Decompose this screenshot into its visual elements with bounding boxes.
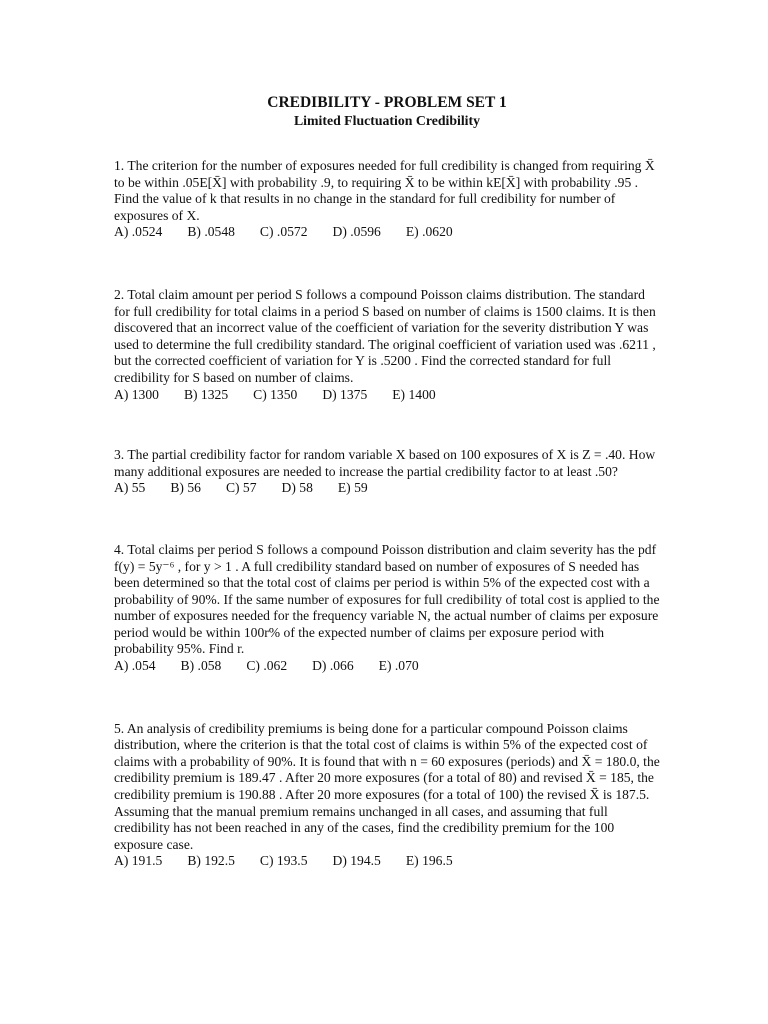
choice-a: A) .054 <box>114 658 156 674</box>
choice-b: B) 56 <box>170 480 201 496</box>
document-page <box>114 94 660 870</box>
problem-4-text: 4. Total claims per period S follows a compound Poisson distribution and claim severity has the pdf f(y) = 5y⁻⁶ , for y > 1 . A full credibility standard based on number of exposures of S needed has been determined so that the total cost of claims per period is within 5% of the expected cost with a probability of 90%. If the same number of exposures for full credibility of total cost is applied to the number of exposures needed for the frequency variable N, the actual number of claims per exposure period would be within 100r% of the expected number of claims per exposure period with probability 95%. Find r. <box>114 541 660 657</box>
choice-e: E) 59 <box>337 480 368 496</box>
choice-d: D) 58 <box>281 480 313 496</box>
problem-4-choices <box>114 658 660 675</box>
problem-5 <box>114 721 660 870</box>
choice-e: E) .0620 <box>405 224 453 240</box>
problem-3 <box>114 447 660 497</box>
choice-c: C) .062 <box>246 658 288 674</box>
problem-5-choices <box>114 853 660 870</box>
choice-c: C) 57 <box>225 480 257 496</box>
page-title: CREDIBILITY - PROBLEM SET 1 <box>267 94 507 111</box>
spacer <box>114 241 660 287</box>
choice-b: B) 1325 <box>183 386 229 402</box>
choice-c: C) 1350 <box>253 386 298 402</box>
choice-b: B) 192.5 <box>187 853 235 869</box>
choice-d: D) 1375 <box>322 386 368 402</box>
choice-a: A) 191.5 <box>114 853 163 869</box>
spacer <box>114 675 660 721</box>
choice-b: B) .0548 <box>187 224 235 240</box>
problem-5-text: 5. An analysis of credibility premiums is being done for a particular compound Poisson claims distribution, where the criterion is that the total cost of claims is within 5% of the expected cost of claims with a probability of 90%. It is found that with n = 60 exposures (periods) and X̄ = 180.0, the credibility premium is 189.47 . After 20 more exposures (for a total of 80) and revised X̄ = 185, the credibility premium is 190.88 . After 20 more exposures (for a total of 100) the revised X̄ is 187.5. Assuming that the manual premium remains unchanged in all cases, and assuming that full credibility has not been reached in any of the cases, find the credibility premium for the 100 exposure case. <box>114 720 660 852</box>
problem-3-choices <box>114 480 660 497</box>
choice-b: B) .058 <box>180 658 222 674</box>
choice-c: C) .0572 <box>259 224 308 240</box>
problem-1-choices <box>114 224 660 241</box>
choice-a: A) 1300 <box>114 386 159 402</box>
choice-c: C) 193.5 <box>259 853 308 869</box>
choice-a: A) .0524 <box>114 224 163 240</box>
problem-1 <box>114 158 660 241</box>
choice-e: E) .070 <box>378 658 419 674</box>
problem-2 <box>114 287 660 403</box>
problem-2-text: 2. Total claim amount per period S follows a compound Poisson claims distribution. The standard for full credibility for total claims in a period S based on number of claims is 1500 claims. It is then discovered that an incorrect value of the coefficient of variation for the severity distribution Y was used to determine the full credibility standard. The original coefficient of variation used was .6211 , but the corrected coefficient of variation for Y is .5200 . Find the corrected standard for full credibility for S based on number of claims. <box>114 286 656 385</box>
spacer <box>114 497 660 542</box>
spacer <box>114 403 660 447</box>
choice-a: A) 55 <box>114 480 146 496</box>
page-subtitle: Limited Fluctuation Credibility <box>293 113 480 128</box>
problem-1-text: 1. The criterion for the number of exposures needed for full credibility is changed from requiring X̄ to be within .05E[X̄] with probability .9, to requiring X̄ to be within kE[X̄] with probability .95 . Find the value of k that results in no change in the standard for full credibility for number of exposures of X. <box>114 158 655 223</box>
choice-d: D) 194.5 <box>332 853 381 869</box>
problem-2-choices <box>114 387 660 404</box>
choice-e: E) 1400 <box>392 386 436 402</box>
problem-3-text: 3. The partial credibility factor for random variable X based on 100 exposures of X is Z = .40. How many additional exposures are needed to increase the partial credibility factor to at least .50? <box>114 447 656 479</box>
choice-e: E) 196.5 <box>405 853 453 869</box>
choice-d: D) .0596 <box>332 224 381 240</box>
problem-4 <box>114 542 660 675</box>
choice-d: D) .066 <box>312 658 354 674</box>
